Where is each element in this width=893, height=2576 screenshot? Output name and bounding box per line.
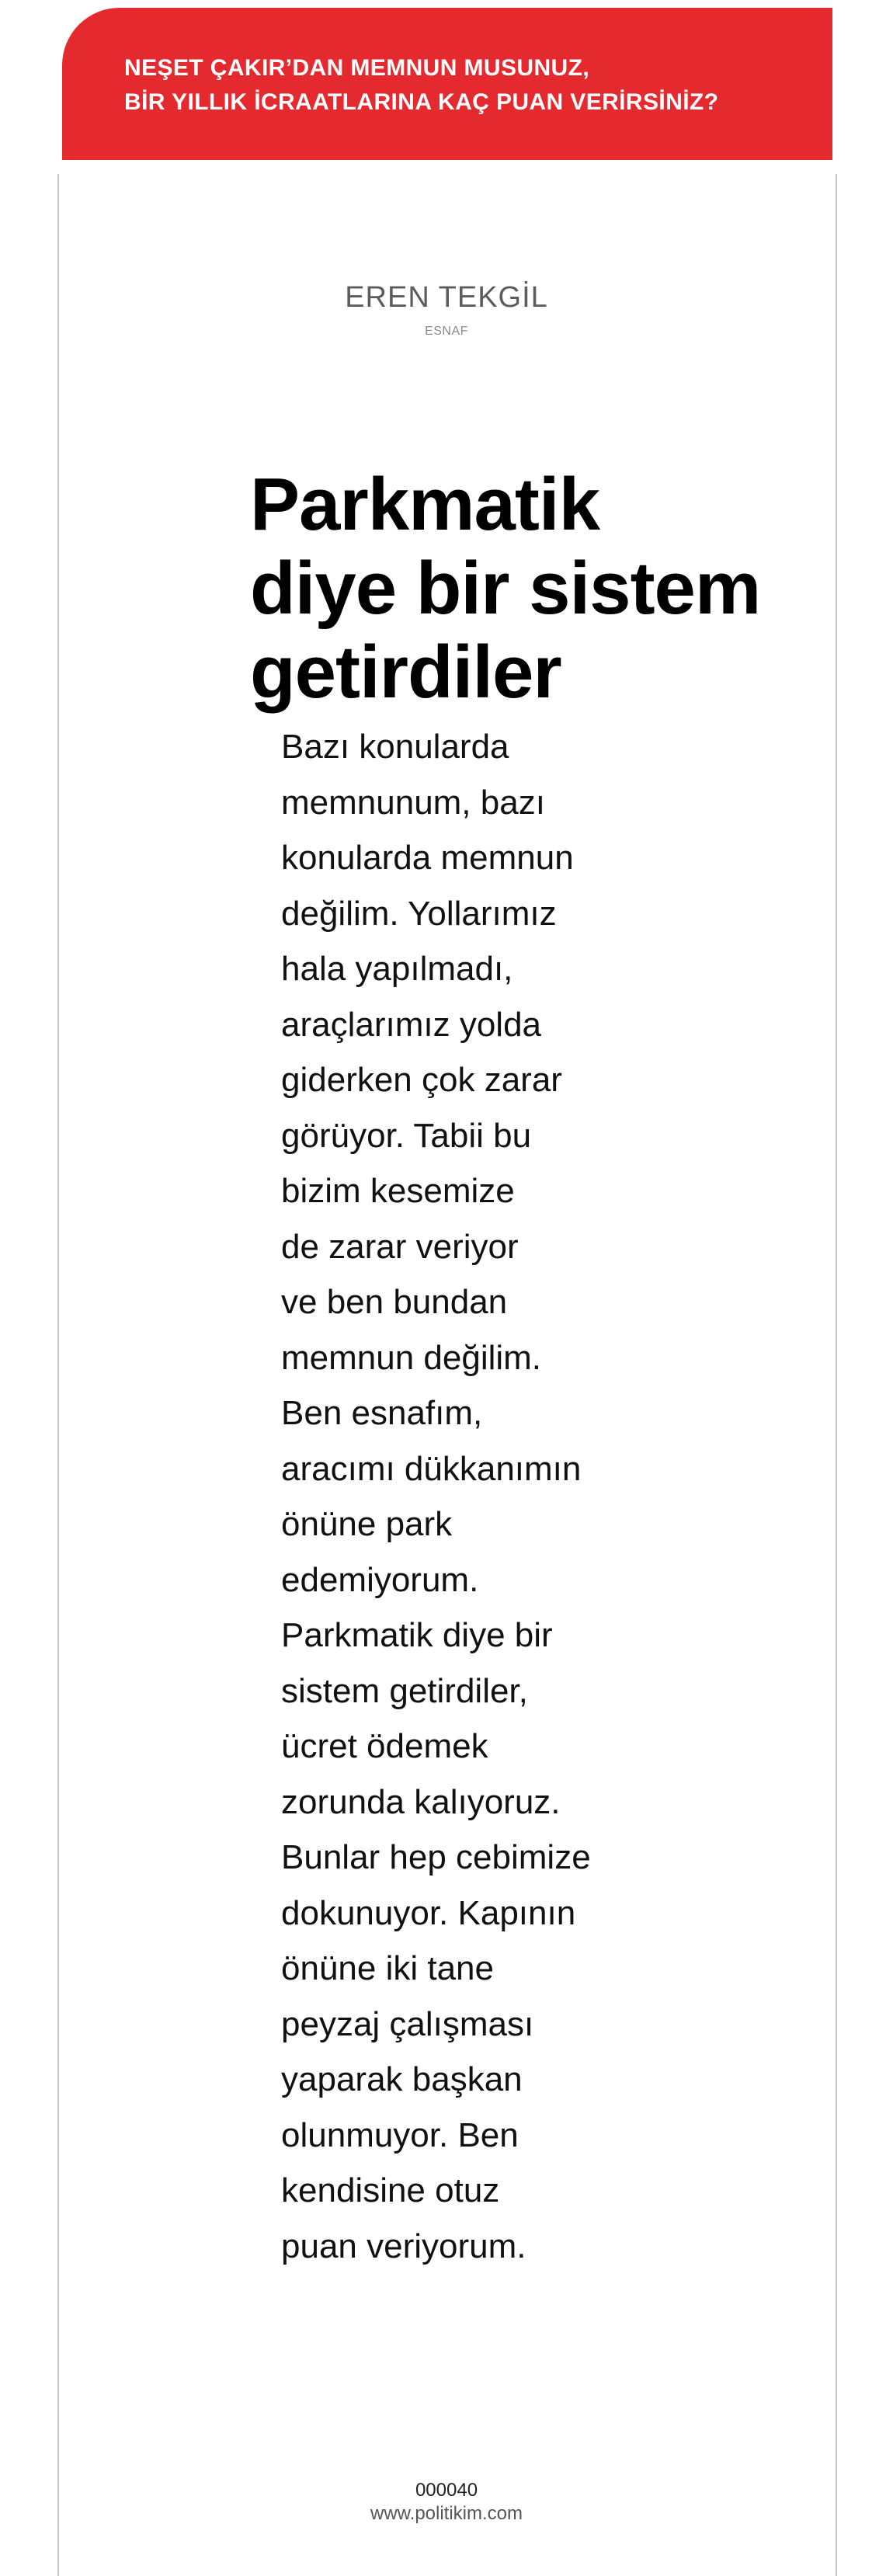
body-line: de zarar veriyor [281, 1227, 519, 1266]
body-line: Ben esnafım, [281, 1394, 483, 1432]
body-line: Bazı konularda [281, 728, 509, 766]
body-line: olunmuyor. Ben [281, 2115, 519, 2154]
body-line: ve ben bundan [281, 1283, 508, 1321]
headline-line: Parkmatik [250, 463, 599, 546]
headline-line: getirdiler [250, 631, 561, 714]
body-line: değilim. Yollarımız [281, 894, 557, 933]
body-line: memnun değilim. [281, 1338, 542, 1377]
body-line: konularda memnun [281, 839, 574, 877]
body-line: Bunlar hep cebimize [281, 1838, 591, 1876]
body-line: zorunda kalıyoruz. [281, 1782, 561, 1821]
body-line: görüyor. Tabii bu [281, 1116, 532, 1155]
website-url: www.politikim.com [370, 2503, 523, 2524]
body-line: puan veriyorum. [281, 2227, 526, 2265]
body-line: aracımı dükkanımın [281, 1449, 582, 1488]
body-line: peyzaj çalışması [281, 2004, 534, 2043]
body-line: Parkmatik diye bir [281, 1616, 553, 1654]
article-body [281, 719, 685, 2274]
right-margin-rule [836, 174, 837, 2576]
body-line: memnunum, bazı [281, 783, 545, 822]
article-headline [250, 463, 809, 714]
body-line: önüne iki tane [281, 1949, 494, 1987]
banner-question-line-1: NEŞET ÇAKIR’DAN MEMNUN MUSUNUZ, [124, 55, 590, 81]
headline-line: diye bir sistem [250, 547, 761, 630]
left-margin-rule [57, 174, 59, 2576]
body-line: edemiyorum. [281, 1560, 479, 1599]
question-banner [62, 8, 832, 160]
body-line: hala yapılmadı, [281, 950, 513, 988]
body-line: yaparak başkan [281, 2060, 523, 2098]
body-line: sistem getirdiler, [281, 1671, 528, 1710]
interviewee-name: EREN TEKGİL [345, 281, 548, 314]
body-line: önüne park [281, 1505, 453, 1543]
banner-question-line-2: BİR YILLIK İCRAATLARINA KAÇ PUAN VERİRSİNİZ? [124, 89, 719, 115]
body-line: bizim kesemize [281, 1172, 515, 1210]
body-line: araçlarımız yolda [281, 1005, 542, 1044]
body-line: kendisine otuz [281, 2171, 500, 2209]
body-line: giderken çok zarar [281, 1061, 562, 1099]
body-line: ücret ödemek [281, 1727, 488, 1765]
page-code: 000040 [415, 2480, 478, 2501]
interviewee-occupation: ESNAF [425, 325, 468, 338]
body-line: dokunuyor. Kapının [281, 1893, 576, 1932]
